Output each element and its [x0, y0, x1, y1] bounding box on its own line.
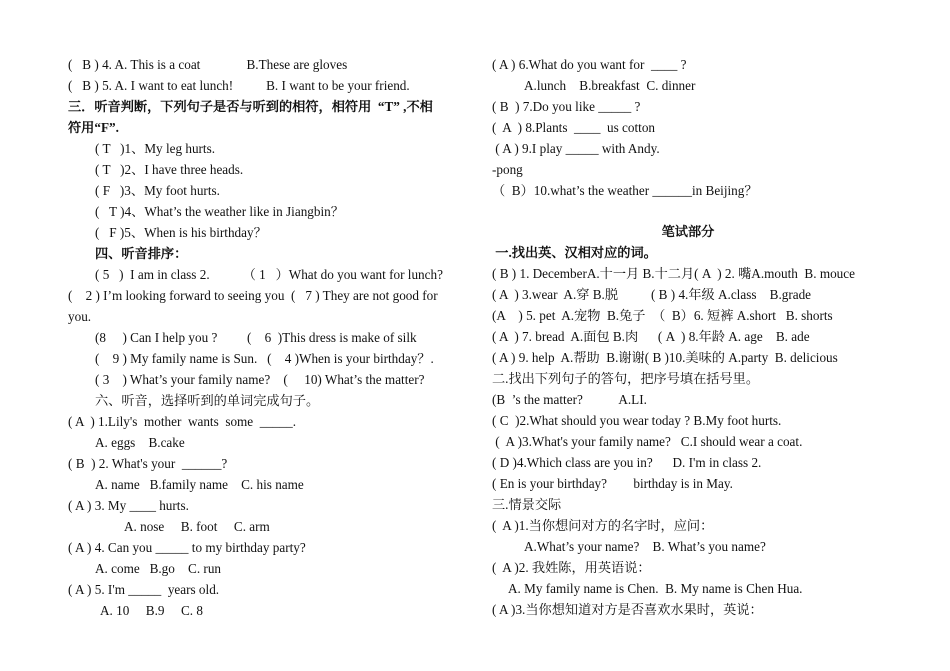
- mc-q5-options: A. 10 B.9 C. 8: [100, 603, 203, 618]
- order-row-4: ( 9 ) My family name is Sun. ( 4 )When is your birthday？.: [95, 351, 434, 366]
- situation-q3: ( A )3.当你想知道对方是否喜欢水果时，英说：: [492, 602, 763, 617]
- match-row-4: ( A ) 7. bread A.面包 B.肉 ( A ) 8.年龄 A. age B. ade: [492, 329, 810, 344]
- mc-q3-options: A. nose B. foot C. arm: [124, 519, 270, 534]
- tf-item-5: ( F )5、When is his birthday？: [95, 225, 267, 240]
- mc-q7: ( B ) 7.Do you like _____ ?: [492, 99, 641, 114]
- tf-item-4: ( T )4、What’s the weather like in Jiangbin？: [95, 204, 344, 219]
- section6-heading: 六、听音，选择听到的单词完成句子。: [95, 393, 320, 408]
- order-row-5: ( 3 ) What’s your family name? ( 10) What’s the matter?: [95, 372, 425, 387]
- mc-q3: ( A ) 3. My ____ hurts.: [68, 498, 189, 513]
- q4-gloves: ( B ) 4. A. This is a coat B.These are gloves: [68, 57, 348, 72]
- order-row-2: ( 2 ) I’m looking forward to seeing you ( 7 ) They are not good for: [68, 288, 438, 303]
- section3-heading-cont: 符用“F”.: [68, 120, 119, 135]
- situation-q1: ( A )1.当你想问对方的名字时，应问：: [492, 518, 714, 533]
- match-row-3: (A ) 5. pet A.宠物 B.兔子 （ B）6. 短裤 A.short B. shorts: [492, 308, 833, 323]
- mc-q4-options: A. come B.go C. run: [95, 561, 222, 576]
- situation-q1-options: A.What’s your name? B. What’s you name?: [524, 539, 766, 554]
- tf-item-2: ( T )2、I have three heads.: [95, 162, 244, 177]
- mc-q5: ( A ) 5. I'm _____ years old.: [68, 582, 220, 597]
- answer-row-5: ( En is your birthday? birthday is in May.: [492, 476, 733, 491]
- section3-heading: 三．听音判断，下列句子是否与听到的相符，相符用 “T” ,不相: [68, 99, 433, 114]
- mc-q1-options: A. eggs B.cake: [95, 435, 185, 450]
- mc-q6-options: A.lunch B.breakfast C. dinner: [524, 78, 696, 93]
- section4-heading: 四、听音排序：: [95, 246, 188, 261]
- order-row-1: ( 5 ) I am in class 2. （ 1 ）What do you want for lunch?: [95, 267, 443, 282]
- mc-q9-cont: -pong: [492, 162, 523, 177]
- answer-row-4: ( D )4.Which class are you in? D. I'm in class 2.: [492, 455, 762, 470]
- match-row-5: ( A ) 9. help A.帮助 B.谢谢( B )10.美味的 A.party B. delicious: [492, 350, 838, 365]
- situation-q2: ( A )2. 我姓陈，用英语说：: [492, 560, 651, 575]
- answer-row-3: ( A )3.What's your family name? C.I should wear a coat.: [492, 434, 803, 449]
- mc-q2-options: A. name B.family name C. his name: [95, 477, 304, 492]
- order-row-3: (8 ) Can I help you ? ( 6 )This dress is make of silk: [95, 330, 417, 345]
- mc-q1: ( A ) 1.Lily's mother wants some _____.: [68, 414, 297, 429]
- mc-q6: ( A ) 6.What do you want for ____ ?: [492, 57, 687, 72]
- mc-q9: ( A ) 9.I play _____ with Andy.: [492, 141, 660, 156]
- match-row-1: ( B ) 1. DecemberA.十一月 B.十二月( A ) 2. 嘴A.mouth B. mouce: [492, 266, 855, 281]
- order-row-2-cont: you.: [68, 309, 92, 324]
- written-part-heading: 笔试部分: [661, 224, 715, 239]
- mc-q10: （ B）10.what’s the weather ______in Beijing？: [492, 183, 758, 198]
- match-row-2: ( A ) 3.wear A.穿 B.脱 ( B ) 4.年级 A.class B.grade: [492, 287, 812, 302]
- answer-row-2: ( C )2.What should you wear today ? B.My foot hurts.: [492, 413, 782, 428]
- tf-item-3: ( F )3、My foot hurts.: [95, 183, 220, 198]
- q5-lunch: ( B ) 5. A. I want to eat lunch! B. I want to be your friend.: [68, 78, 410, 93]
- answers-heading: 二.找出下列句子的答句，把序号填在括号里。: [492, 371, 760, 386]
- situation-q2-options: A. My family name is Chen. B. My name is Chen Hua.: [508, 581, 803, 596]
- mc-q8: ( A ) 8.Plants ____ us cotton: [492, 120, 656, 135]
- mc-q4: ( A ) 4. Can you _____ to my birthday party?: [68, 540, 306, 555]
- answer-row-1: (B ’s the matter? A.LI.: [492, 392, 647, 407]
- tf-item-1: ( T )1、My leg hurts.: [95, 141, 216, 156]
- mc-q2: ( B ) 2. What's your ______?: [68, 456, 228, 471]
- match-heading: 一.找出英、汉相对应的词。: [492, 245, 657, 260]
- situational-heading: 三.情景交际: [492, 497, 562, 512]
